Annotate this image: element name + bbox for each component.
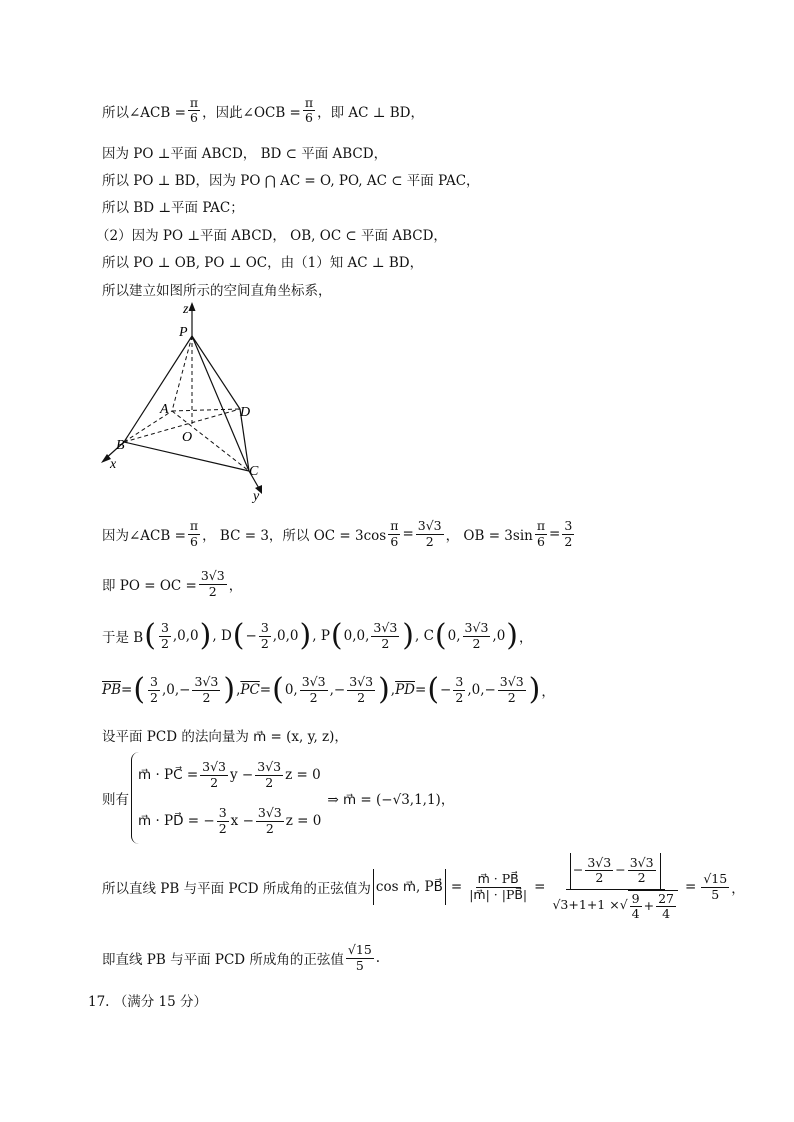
fraction-sqrt15-5	[346, 943, 374, 973]
paren: (	[330, 618, 343, 653]
frac-den: 4	[631, 906, 640, 921]
frac-num: π	[189, 518, 199, 534]
frac-num: 3√3	[257, 759, 282, 775]
line-5: （2）因为 PO ⊥平面 ABCD， OB, OC ⊂ 平面 ABCD，	[96, 228, 447, 244]
text: z = 0	[285, 767, 321, 783]
frac-num: 3√3	[301, 674, 326, 690]
frac-den: 6	[190, 110, 198, 126]
frac-den: 2	[265, 774, 274, 790]
fraction-sqrt15-5	[701, 872, 729, 902]
text: , P	[312, 628, 330, 644]
paren: )	[199, 618, 212, 653]
frac-den: 5	[711, 886, 720, 902]
line-13-system	[102, 750, 454, 846]
equation-2	[138, 806, 321, 836]
text: m⃗ · PB⃗	[477, 871, 519, 887]
frac-num: 3√3	[200, 568, 225, 584]
text: 则有	[102, 792, 129, 808]
frac-den: 2	[425, 533, 434, 549]
text: cos m⃗, PB⃗	[375, 879, 443, 895]
fraction-pi-6	[188, 96, 200, 126]
text: ， BC = 3，所以 OC = 3cos	[202, 528, 387, 544]
text: =	[402, 526, 414, 542]
pyramid-figure	[96, 300, 286, 506]
frac-den: √3+1+1 × √ $\frac{9}{4}$ + $\frac{27}{4}$	[550, 890, 680, 922]
paren: )	[378, 672, 390, 707]
edge-PC	[192, 336, 249, 471]
label-B: B	[116, 438, 125, 453]
text: 即直线 PB 与平面 PCD 所成角的正弦值	[102, 952, 344, 968]
line-14-sine	[102, 844, 745, 930]
fraction-pi-6	[535, 519, 547, 549]
line-6: 所以 PO ⊥ OB, PO ⊥ OC，由（1）知 AC ⊥ BD，	[102, 255, 424, 271]
paren: (	[144, 618, 156, 653]
frac-den: 2	[357, 689, 366, 705]
text: .	[375, 950, 381, 966]
paren: (	[232, 618, 245, 653]
line-7: 所以建立如图所示的空间直角坐标系，	[102, 283, 332, 299]
abs-bar	[373, 869, 374, 905]
fraction-3sqrt3-2	[200, 760, 228, 790]
text: 因为∠ACB =	[102, 528, 186, 544]
fraction-3sqrt3-2	[628, 856, 656, 886]
frac-num: 3	[564, 518, 573, 534]
vector-PB: $\overline{PB}$	[102, 682, 122, 698]
text: ,	[236, 682, 241, 698]
frac-den: 2	[260, 635, 269, 651]
frac-den: 2	[637, 870, 646, 886]
frac-den: 2	[218, 820, 227, 836]
fraction-9-4	[630, 892, 642, 922]
text: ,0,0	[272, 628, 299, 644]
fraction-3sqrt3-2	[498, 675, 526, 705]
label-C: C	[249, 464, 259, 479]
paren: )	[299, 618, 312, 653]
fraction-3-2	[453, 675, 465, 705]
text: ，	[541, 684, 555, 700]
frac-num	[476, 872, 521, 887]
fraction-3-2	[148, 675, 160, 705]
frac-den: 4	[662, 906, 671, 921]
line-11-vectors: $\overline{PB}$ = ( $\frac{3}{2}$ ,0,− $\frac{3√3}{2}$ ) , $\overline{PC}$ = ( 0, $\frac{3√3}{2}$ ,− $\frac{3√3}{2}$ ) , $\overline{PD}$ = ( − $\frac{3}{2}$ ,0,− $\frac{3√3}{2}$ ) ，	[102, 672, 555, 707]
frac-den: 2	[507, 689, 516, 705]
section-17-heading: 17. （满分 15 分）	[88, 994, 208, 1010]
frac-num: 3√3	[417, 518, 442, 534]
frac-num: 3√3	[373, 620, 398, 636]
fraction-3-2	[562, 519, 574, 549]
text: =	[534, 879, 546, 895]
label-A: A	[160, 402, 169, 417]
equation-system	[131, 752, 321, 844]
frac-num: 3√3	[257, 805, 282, 821]
frac-den: 2	[564, 533, 573, 549]
fraction-3-2	[159, 621, 171, 651]
fraction-3sqrt3-2	[463, 621, 491, 651]
line-12: 设平面 PCD 的法向量为 m⃗ = (x, y, z)，	[102, 729, 348, 745]
frac-num: 3	[260, 620, 269, 636]
frac-den: 6	[305, 110, 313, 126]
fraction-3sqrt3-2	[300, 675, 328, 705]
fraction-3sqrt3-2	[255, 760, 283, 790]
frac-num: 3	[150, 674, 158, 690]
frac-den: 2	[595, 870, 604, 886]
text: ⇒ m⃗ = (−√3,1,1)，	[327, 792, 455, 808]
fraction-3sqrt3-2	[192, 675, 220, 705]
fraction-pi-6	[188, 519, 200, 549]
fraction-pi-6	[303, 96, 315, 126]
text: =	[415, 682, 427, 698]
frac-num: 3	[455, 674, 464, 690]
line-2: 因为 PO ⊥平面 ABCD， BD ⊂ 平面 ABCD，	[102, 146, 388, 162]
text: m⃗ · PC⃗ =	[138, 767, 199, 783]
text: 0,0,	[343, 628, 370, 644]
fraction-3-2	[217, 806, 229, 836]
vector-PD: $\overline{PD}$	[395, 682, 416, 698]
frac-num: 3√3	[587, 854, 612, 870]
paren: (	[427, 672, 440, 707]
text: 所以直线 PB 与平面 PCD 所成角的正弦值为	[102, 881, 371, 897]
frac-num: 3	[160, 620, 169, 636]
text: ,	[390, 682, 396, 698]
text: z = 0	[285, 813, 322, 829]
label-P: P	[179, 325, 188, 340]
text: y −	[230, 767, 254, 783]
frac-num: 3√3	[349, 674, 374, 690]
line-1	[102, 96, 424, 126]
sqrt-radicand	[628, 890, 678, 922]
label-z: z	[183, 302, 189, 317]
label-x: x	[110, 457, 117, 472]
text: =	[685, 879, 697, 895]
fraction-3sqrt3-2	[416, 519, 444, 549]
text: ，因此∠OCB =	[202, 104, 301, 121]
fraction-pi-6	[388, 519, 400, 549]
text: −	[245, 628, 257, 644]
fraction-cos-def	[467, 872, 529, 902]
edge-PB	[124, 336, 192, 442]
frac-num: π	[304, 95, 314, 110]
fraction-3sqrt3-2	[256, 806, 284, 836]
text: ，	[519, 630, 533, 646]
fraction-3sqrt3-2	[199, 569, 227, 599]
frac-num: 9	[631, 890, 640, 906]
frac-den: 2	[381, 635, 390, 651]
text: , D	[212, 628, 232, 644]
frac-den: 2	[309, 689, 318, 705]
paren: )	[528, 672, 541, 707]
frac-num: 3√3	[499, 674, 524, 690]
text: x −	[230, 813, 254, 829]
frac-num: π	[390, 518, 399, 534]
label-D: D	[240, 405, 251, 420]
paren: )	[402, 618, 414, 653]
edge-PD	[192, 336, 240, 409]
text: ，	[228, 578, 243, 594]
text: √3+1+1 ×	[552, 897, 620, 913]
paren: (	[434, 618, 447, 653]
frac-num: 27	[658, 890, 674, 906]
label-y: y	[253, 489, 260, 504]
text: =	[450, 879, 463, 895]
abs-bar	[570, 853, 571, 889]
frac-num: − $\frac{3√3}{2}$ − $\frac{3√3}{2}$	[566, 853, 665, 890]
frac-den: 2	[160, 635, 169, 651]
paren: (	[133, 672, 146, 707]
equation-1	[138, 760, 321, 790]
vector-PC: $\overline{PC}$	[240, 682, 260, 698]
frac-den: 2	[265, 820, 274, 836]
text: ， OB = 3sin	[445, 528, 533, 544]
text: +	[643, 898, 655, 914]
fraction-3-2	[259, 621, 271, 651]
frac-den: |m⃗| · |PB⃗|	[469, 886, 528, 902]
line-8	[102, 512, 576, 556]
frac-num: 3√3	[629, 854, 654, 870]
fraction-3sqrt3-2	[347, 675, 375, 705]
frac-num: 3	[218, 805, 227, 821]
text: ,0,0	[172, 628, 199, 644]
frac-num: π	[189, 95, 199, 110]
paren: )	[506, 618, 519, 653]
frac-den: 6	[190, 533, 198, 549]
frac-num: 3√3	[202, 759, 227, 775]
text: , C	[415, 628, 434, 644]
line-4: 所以 BD ⊥平面 PAC；	[102, 200, 244, 216]
text: 0,	[447, 628, 461, 644]
frac-den: 2	[150, 689, 158, 705]
abs-bar	[445, 869, 446, 905]
text: 所以∠ACB =	[102, 104, 186, 121]
z-arrow	[189, 302, 196, 311]
frac-num: √15	[703, 871, 728, 887]
edge-PA	[172, 336, 192, 411]
frac-num: 3√3	[194, 674, 219, 690]
text: ,0	[492, 628, 506, 644]
line-10-coordinates	[102, 614, 533, 658]
label-O: O	[182, 430, 193, 445]
paren: )	[223, 672, 236, 707]
text: =	[549, 526, 561, 542]
text: 即 PO = OC =	[102, 578, 197, 594]
frac-den: 2	[202, 689, 211, 705]
fraction-cos-value	[550, 853, 680, 922]
frac-den: 2	[208, 583, 217, 599]
text: ，即 AC ⊥ BD，	[317, 104, 424, 121]
text: =	[259, 682, 272, 698]
frac-den: 6	[390, 533, 399, 549]
line-3: 所以 PO ⊥ BD，因为 PO ⋂ AC = O, PO, AC ⊂ 平面 PAC，	[102, 173, 480, 189]
line-9	[102, 562, 242, 606]
text: =	[121, 682, 133, 698]
paren: (	[272, 672, 284, 707]
fraction-3sqrt3-2	[585, 856, 613, 886]
frac-den: 2	[472, 635, 481, 651]
text: 于是 B	[102, 630, 144, 646]
edge-AD	[172, 409, 240, 411]
text: m⃗ · PD⃗ = −	[138, 813, 215, 829]
frac-den: 2	[455, 689, 464, 705]
text: ，	[731, 881, 745, 897]
fraction-27-4	[656, 892, 676, 922]
frac-num: √15	[347, 942, 372, 958]
frac-den: 5	[355, 957, 364, 973]
fraction-3sqrt3-2	[371, 621, 399, 651]
frac-den: 6	[536, 533, 545, 549]
frac-den: 2	[210, 774, 219, 790]
frac-num: 3√3	[464, 620, 489, 636]
frac-num: π	[536, 518, 546, 534]
line-15-conclusion	[102, 936, 380, 980]
abs-bar	[660, 853, 661, 889]
